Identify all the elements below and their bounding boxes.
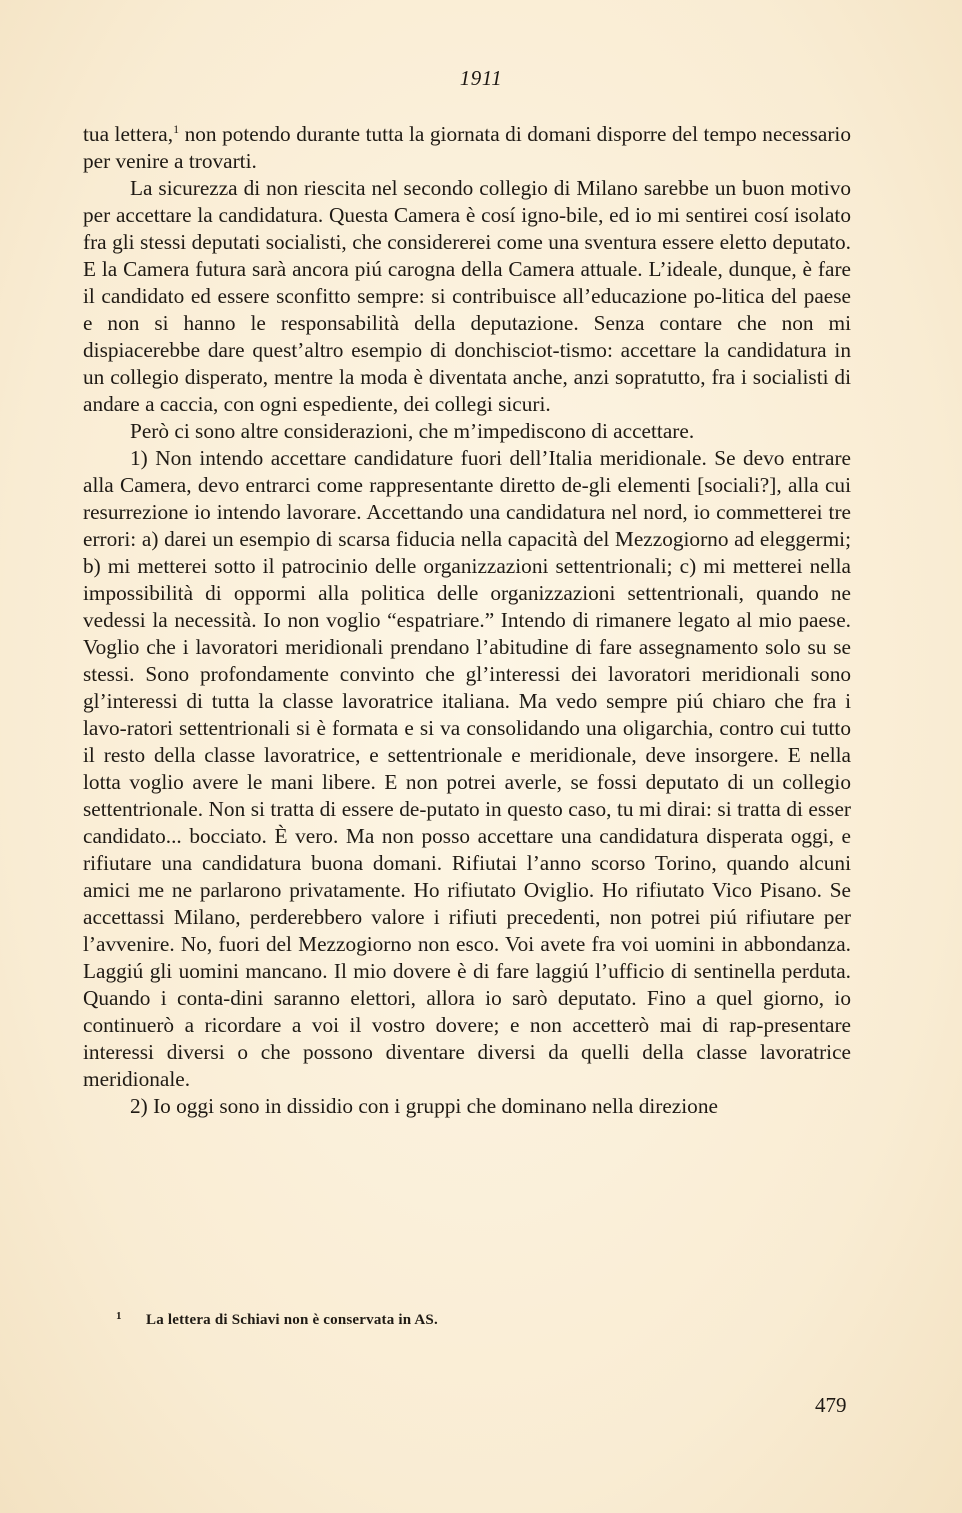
paragraph-1-rest: non potendo durante tutta la giornata di domani disporre del tempo necessario per venire a trovarti. [83,122,851,173]
running-header-year: 1911 [459,66,503,90]
paragraph-3: Però ci sono altre considerazioni, che m’impediscono di accettare. [130,419,695,443]
letter-body [83,121,851,1120]
page-number: 479 [815,1393,847,1417]
footnote [116,1310,822,1329]
paragraph-1-start: tua lettera, [83,122,174,146]
footnote-text: La lettera di Schiavi non è conservata in AS. [146,1312,438,1328]
paragraph-5: 2) Io oggi sono in dissidio con i gruppi che dominano nella direzione [130,1094,718,1118]
paragraph-2: La sicurezza di non riescita nel secondo collegio di Milano sarebbe un buon motivo per accettare la candidatura. Questa Camera è cosí igno-bile, ed io mi sentirei cosí isolato fra gli stessi deputati socialisti, che considererei come una sventura essere eletto deputato. E la Camera futura sarà ancora piú carogna della Camera attuale. L’ideale, dunque, è fare il candidato ed essere sconfitto sempre: si contribuisce all’educazione po-litica del paese e non si hanno le responsabilità della deputazione. Senza contare che non mi dispiacerebbe dare quest’altro esempio di donchisciot-tismo: accettare la candidatura in un collegio disperato, mentre la moda è diventata anche, anzi sopratutto, fra i socialisti di andare a caccia, con ogni espediente, dei collegi sicuri. [83,176,851,416]
paragraph-4: 1) Non intendo accettare candidature fuori dell’Italia meridionale. Se devo entrare alla Camera, devo entrarci come rappresentante diretto de-gli elementi [sociali?], alla cui resurrezione io intendo lavorare. Accettando una candidatura nel nord, io commetterei tre errori: a) darei un esempio di scarsa fiducia nella capacità del Mezzogiorno ad eleggermi; b) mi metterei sotto il patrocinio delle organizzazioni settentrionali; c) mi metterei nella impossibilità di oppormi alla politica delle organizzazioni settentrionali, quando ne vedessi la necessità. Io non voglio “espatriare.” Intendo di rimanere legato al mio paese. Voglio che i lavoratori meridionali prendano l’abitudine di fare assegnamento solo su se stessi. Sono profondamente convinto che gl’interessi dei lavoratori meridionali sono gl’interessi di tutta la classe lavoratrice italiana. Ma vedo sempre piú chiaro che fra i lavo-ratori settentrionali si è formata e si va consolidando una oligarchia, contro cui tutto il resto della classe lavoratrice, e settentrionale e meridionale, deve insorgere. E nella lotta voglio avere le mani libere. E non potrei averle, se fossi deputato di un collegio settentrionale. Non si tratta di essere de-putato in questo caso, tu mi dirai: si tratta di esser candidato... bocciato. È vero. Ma non posso accettare una candidatura disperata oggi, e rifiutare una candidatura buona domani. Rifiutai l’anno scorso Torino, quando alcuni amici me ne parlarono privatamente. Ho rifiutato Oviglio. Ho rifiutato Vico Pisano. Se accettassi Milano, perderebbero valore i rifiuti precedenti, non potrei piú rifiutare per l’avvenire. No, fuori del Mezzogiorno non esco. Voi avete fra voi uomini in abbondanza. Laggiú gli uomini mancano. Il mio dovere è di fare laggiú l’ufficio di sentinella perduta. Quando i conta-dini saranno elettori, allora io sarò deputato. Fino a quel giorno, io continuerò a ricordare a voi il vostro dovere; e non accetterò mai di rap-presentare interessi diversi o che possono diventare diversi da quelli della classe lavoratrice meridionale. [83,446,851,1091]
footnote-mark: 1 [116,1310,122,1322]
paragraph-1 [83,121,851,175]
footnote-reference: 1 [173,122,180,136]
